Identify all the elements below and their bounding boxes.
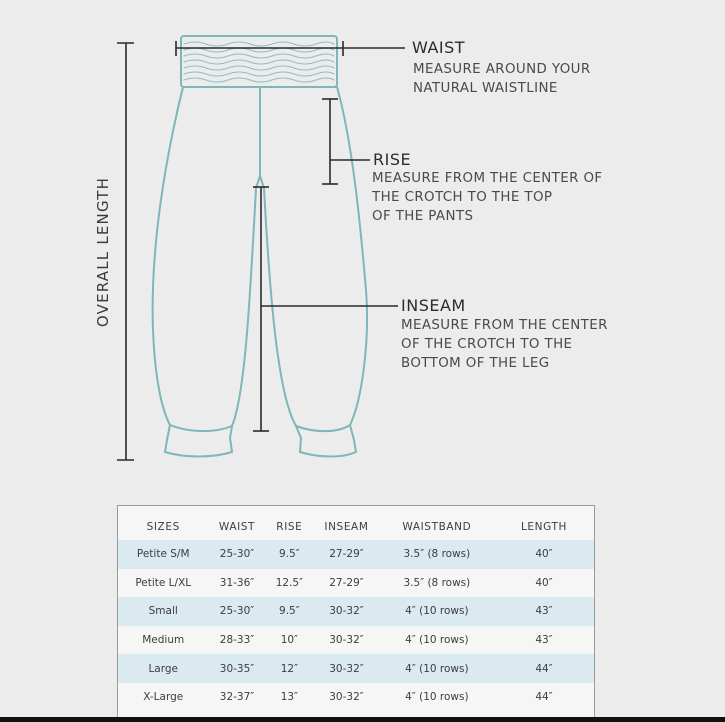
cell-size: Petite S/M [136, 548, 190, 561]
cell-length: 44″ [535, 691, 553, 704]
header-sizes: SIZES [146, 521, 180, 533]
rise-desc-line-3: OF THE PANTS [372, 209, 474, 224]
cell-size: Small [148, 605, 178, 618]
table-row [118, 626, 594, 655]
cell-waistband: 4″ (10 rows) [405, 605, 469, 618]
waist-title: WAIST [412, 38, 466, 57]
cell-rise: 13″ [280, 691, 298, 704]
overall-length-line [117, 43, 134, 460]
cell-size: Large [148, 662, 178, 675]
left-cuff-band [170, 425, 232, 431]
cell-size: Petite L/XL [135, 576, 192, 589]
cell-waist: 25-30″ [219, 605, 255, 618]
rise-desc-line-1: MEASURE FROM THE CENTER OF [372, 171, 603, 186]
rise-title: RISE [373, 150, 412, 169]
cell-waistband: 3.5″ (8 rows) [403, 576, 471, 589]
cell-rise: 9.5″ [279, 605, 300, 618]
waist-desc-line-1: MEASURE AROUND YOUR [413, 62, 591, 77]
cell-inseam: 27-29″ [329, 548, 364, 561]
cell-waistband: 4″ (10 rows) [405, 662, 469, 675]
table-row [118, 569, 594, 598]
cell-waistband: 4″ (10 rows) [405, 691, 469, 704]
cell-inseam: 30-32″ [329, 634, 364, 647]
table-row [118, 540, 594, 569]
header-rise: RISE [276, 521, 303, 533]
inseam-desc-line-3: BOTTOM OF THE LEG [401, 356, 550, 371]
cell-waist: 32-37″ [219, 691, 255, 704]
cell-length: 40″ [535, 548, 553, 561]
cell-length: 43″ [535, 605, 553, 618]
waist-desc-line-2: NATURAL WAISTLINE [413, 81, 558, 96]
size-chart [117, 505, 595, 720]
cell-rise: 12″ [280, 662, 298, 675]
table-row [118, 597, 594, 626]
inseam-desc-line-1: MEASURE FROM THE CENTER [401, 318, 608, 333]
cell-rise: 12.5″ [275, 576, 303, 589]
cell-rise: 9.5″ [279, 548, 300, 561]
cell-inseam: 30-32″ [329, 605, 364, 618]
cell-waist: 30-35″ [219, 662, 255, 675]
header-length: LENGTH [520, 521, 567, 533]
right-cuff-band [296, 425, 350, 431]
header-inseam: INSEAM [324, 521, 369, 533]
table-row [118, 654, 594, 683]
cell-waistband: 3.5″ (8 rows) [403, 548, 471, 561]
cell-inseam: 30-32″ [329, 691, 364, 704]
cell-waist: 31-36″ [219, 576, 255, 589]
cell-length: 40″ [535, 576, 553, 589]
inseam-desc-line-2: OF THE CROTCH TO THE [401, 337, 573, 352]
rise-line [322, 99, 370, 184]
cell-waist: 28-33″ [219, 634, 255, 647]
size-chart-header-row [118, 514, 594, 540]
cell-rise: 10″ [280, 634, 298, 647]
cell-waist: 25-30″ [219, 548, 255, 561]
overall-length-label: OVERALL LENGTH [94, 176, 112, 328]
cell-size: Medium [142, 634, 185, 647]
size-chart-table [118, 514, 594, 712]
cell-inseam: 30-32″ [329, 662, 364, 675]
bottom-edge-bar [0, 717, 725, 722]
cell-length: 43″ [535, 634, 553, 647]
table-row [118, 683, 594, 712]
inseam-title: INSEAM [401, 296, 466, 315]
header-waistband: WAISTBAND [402, 521, 472, 533]
cell-waistband: 4″ (10 rows) [405, 634, 469, 647]
cell-length: 44″ [535, 662, 553, 675]
cell-inseam: 27-29″ [329, 576, 364, 589]
cell-size: X-Large [143, 691, 184, 704]
rise-desc-line-2: THE CROTCH TO THE TOP [372, 190, 553, 205]
header-waist: WAIST [218, 521, 256, 533]
